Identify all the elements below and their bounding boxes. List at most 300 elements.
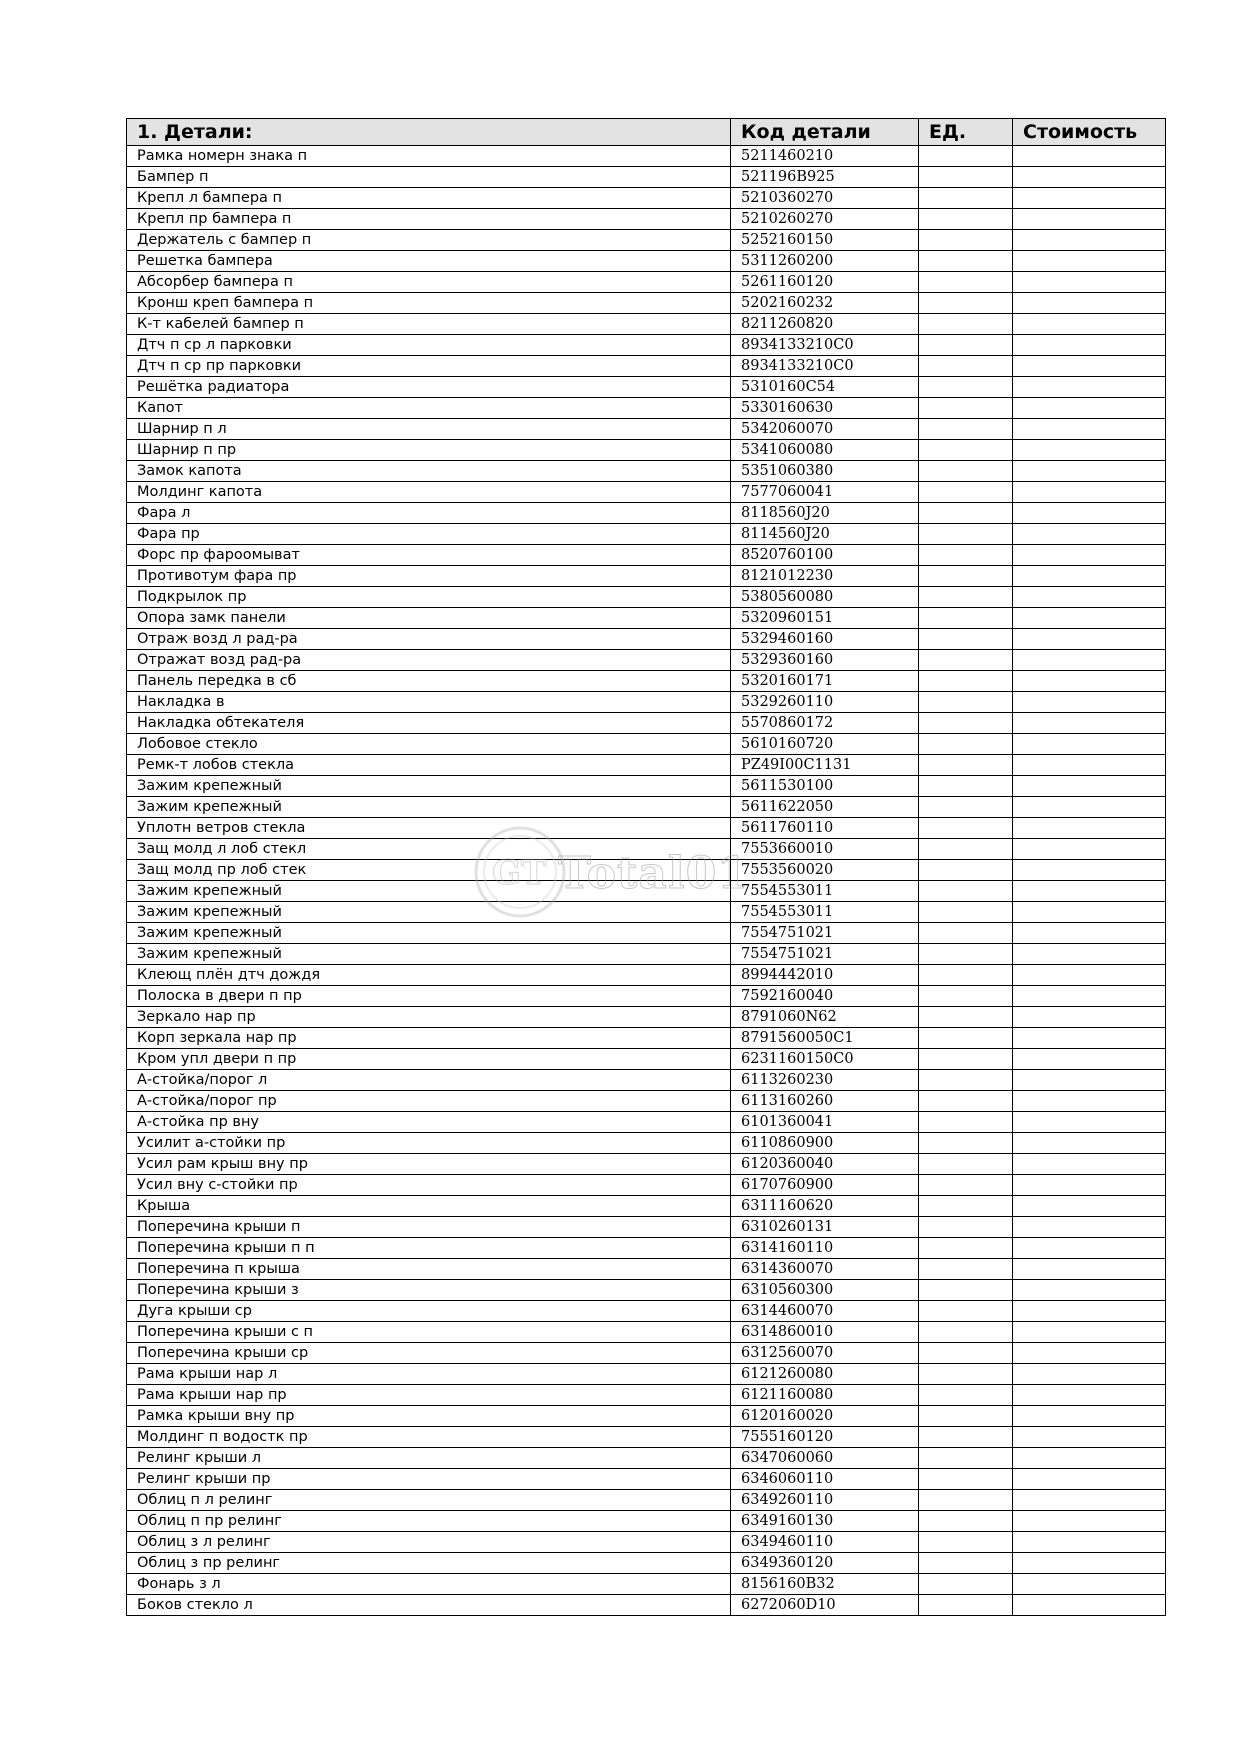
part-code-cell: 5261160120 xyxy=(731,272,919,293)
cost-cell xyxy=(1013,797,1166,818)
table-row xyxy=(127,461,1166,482)
part-name-cell: Фара пр xyxy=(127,524,731,545)
part-code-cell: 6314360070 xyxy=(731,1259,919,1280)
part-code-cell: 7554751021 xyxy=(731,923,919,944)
unit-cell xyxy=(919,503,1013,524)
part-code-cell: 8114560J20 xyxy=(731,524,919,545)
unit-cell xyxy=(919,839,1013,860)
part-name-cell: Зеркало нар пр xyxy=(127,1007,731,1028)
unit-cell xyxy=(919,335,1013,356)
table-row xyxy=(127,1280,1166,1301)
part-name-cell: Поперечина крыши п xyxy=(127,1217,731,1238)
cost-cell xyxy=(1013,986,1166,1007)
part-name-cell: Зажим крепежный xyxy=(127,776,731,797)
unit-cell xyxy=(919,1343,1013,1364)
part-name-cell: А-стойка/порог пр xyxy=(127,1091,731,1112)
part-code-cell: 5210260270 xyxy=(731,209,919,230)
part-name-cell: Дтч п ср пр парковки xyxy=(127,356,731,377)
cost-cell xyxy=(1013,167,1166,188)
part-code-cell: 6170760900 xyxy=(731,1175,919,1196)
part-name-cell: Поперечина крыши з xyxy=(127,1280,731,1301)
table-row xyxy=(127,923,1166,944)
cost-cell xyxy=(1013,1070,1166,1091)
cost-cell xyxy=(1013,524,1166,545)
part-code-cell: 6101360041 xyxy=(731,1112,919,1133)
unit-cell xyxy=(919,1112,1013,1133)
part-name-cell: Дтч п ср л парковки xyxy=(127,335,731,356)
cost-cell xyxy=(1013,335,1166,356)
table-row xyxy=(127,797,1166,818)
unit-cell xyxy=(919,944,1013,965)
cost-cell xyxy=(1013,419,1166,440)
cost-cell xyxy=(1013,881,1166,902)
part-code-cell: 5330160630 xyxy=(731,398,919,419)
unit-cell xyxy=(919,902,1013,923)
part-name-cell: Дуга крыши ср xyxy=(127,1301,731,1322)
part-name-cell: Крыша xyxy=(127,1196,731,1217)
table-row xyxy=(127,818,1166,839)
svg-text:GT: GT xyxy=(492,853,547,893)
unit-cell xyxy=(919,1469,1013,1490)
part-code-cell: 6311160620 xyxy=(731,1196,919,1217)
table-row xyxy=(127,251,1166,272)
unit-cell xyxy=(919,797,1013,818)
table-row xyxy=(127,1322,1166,1343)
part-name-cell: Облиц п л релинг xyxy=(127,1490,731,1511)
part-name-cell: Рамка крыши вну пр xyxy=(127,1406,731,1427)
header-parts: 1. Детали: xyxy=(127,119,731,146)
part-code-cell: 6121160080 xyxy=(731,1385,919,1406)
unit-cell xyxy=(919,860,1013,881)
unit-cell xyxy=(919,1532,1013,1553)
part-name-cell: Отражат возд рад-ра xyxy=(127,650,731,671)
cost-cell xyxy=(1013,1511,1166,1532)
table-row xyxy=(127,545,1166,566)
part-code-cell: 7554553011 xyxy=(731,881,919,902)
table-row xyxy=(127,167,1166,188)
cost-cell xyxy=(1013,608,1166,629)
part-name-cell: Поперечина п крыша xyxy=(127,1259,731,1280)
unit-cell xyxy=(919,986,1013,1007)
cost-cell xyxy=(1013,671,1166,692)
unit-cell xyxy=(919,293,1013,314)
unit-cell xyxy=(919,167,1013,188)
part-name-cell: Противотум фара пр xyxy=(127,566,731,587)
unit-cell xyxy=(919,587,1013,608)
part-code-cell: 8211260820 xyxy=(731,314,919,335)
part-name-cell: Облиц з пр релинг xyxy=(127,1553,731,1574)
part-name-cell: Форс пр фароомыват xyxy=(127,545,731,566)
table-row xyxy=(127,1196,1166,1217)
cost-cell xyxy=(1013,1091,1166,1112)
cost-cell xyxy=(1013,839,1166,860)
unit-cell xyxy=(919,1091,1013,1112)
part-code-cell: 5342060070 xyxy=(731,419,919,440)
part-code-cell: 5611530100 xyxy=(731,776,919,797)
unit-cell xyxy=(919,1574,1013,1595)
part-code-cell: 8791060N62 xyxy=(731,1007,919,1028)
part-code-cell: 6347060060 xyxy=(731,1448,919,1469)
cost-cell xyxy=(1013,818,1166,839)
table-row xyxy=(127,272,1166,293)
unit-cell xyxy=(919,230,1013,251)
part-code-cell: 6113160260 xyxy=(731,1091,919,1112)
part-code-cell: 5210360270 xyxy=(731,188,919,209)
part-name-cell: Рама крыши нар пр xyxy=(127,1385,731,1406)
table-row xyxy=(127,944,1166,965)
table-row xyxy=(127,1427,1166,1448)
unit-cell xyxy=(919,356,1013,377)
unit-cell xyxy=(919,1595,1013,1616)
cost-cell xyxy=(1013,209,1166,230)
table-row xyxy=(127,1238,1166,1259)
part-name-cell: Зажим крепежный xyxy=(127,944,731,965)
part-code-cell: 6349260110 xyxy=(731,1490,919,1511)
unit-cell xyxy=(919,1280,1013,1301)
table-row xyxy=(127,671,1166,692)
table-row xyxy=(127,692,1166,713)
table-row xyxy=(127,419,1166,440)
header-row xyxy=(127,119,1166,146)
cost-cell xyxy=(1013,1532,1166,1553)
cost-cell xyxy=(1013,1175,1166,1196)
cost-cell xyxy=(1013,902,1166,923)
part-code-cell: 5310160C54 xyxy=(731,377,919,398)
cost-cell xyxy=(1013,1301,1166,1322)
part-name-cell: Абсорбер бампера п xyxy=(127,272,731,293)
cost-cell xyxy=(1013,1469,1166,1490)
part-name-cell: Накладка в xyxy=(127,692,731,713)
part-code-cell: 6310560300 xyxy=(731,1280,919,1301)
part-name-cell: Релинг крыши л xyxy=(127,1448,731,1469)
unit-cell xyxy=(919,1070,1013,1091)
part-name-cell: Шарнир п л xyxy=(127,419,731,440)
part-code-cell: 6110860900 xyxy=(731,1133,919,1154)
part-name-cell: Держатель с бампер п xyxy=(127,230,731,251)
table-row xyxy=(127,776,1166,797)
cost-cell xyxy=(1013,482,1166,503)
table-row xyxy=(127,1490,1166,1511)
unit-cell xyxy=(919,1196,1013,1217)
table-row xyxy=(127,293,1166,314)
unit-cell xyxy=(919,419,1013,440)
unit-cell xyxy=(919,1427,1013,1448)
table-row xyxy=(127,1175,1166,1196)
part-code-cell: 6272060D10 xyxy=(731,1595,919,1616)
part-name-cell: Молдинг капота xyxy=(127,482,731,503)
cost-cell xyxy=(1013,965,1166,986)
table-row xyxy=(127,314,1166,335)
unit-cell xyxy=(919,1175,1013,1196)
part-code-cell: 5351060380 xyxy=(731,461,919,482)
table-row xyxy=(127,188,1166,209)
part-code-cell: 8994442010 xyxy=(731,965,919,986)
table-row xyxy=(127,524,1166,545)
table-row xyxy=(127,230,1166,251)
cost-cell xyxy=(1013,587,1166,608)
part-code-cell: 8156160B32 xyxy=(731,1574,919,1595)
table-row xyxy=(127,1028,1166,1049)
table-row xyxy=(127,1595,1166,1616)
part-name-cell: Панель передка в сб xyxy=(127,671,731,692)
part-code-cell: 6310260131 xyxy=(731,1217,919,1238)
unit-cell xyxy=(919,755,1013,776)
part-code-cell: 5570860172 xyxy=(731,713,919,734)
table-row xyxy=(127,1070,1166,1091)
part-name-cell: Зажим крепежный xyxy=(127,923,731,944)
table-row xyxy=(127,1301,1166,1322)
cost-cell xyxy=(1013,692,1166,713)
unit-cell xyxy=(919,713,1013,734)
part-name-cell: Лобовое стекло xyxy=(127,734,731,755)
table-row xyxy=(127,1091,1166,1112)
part-code-cell: 5311260200 xyxy=(731,251,919,272)
cost-cell xyxy=(1013,734,1166,755)
table-row xyxy=(127,650,1166,671)
part-code-cell: 5211460210 xyxy=(731,146,919,167)
unit-cell xyxy=(919,629,1013,650)
part-code-cell: 6349360120 xyxy=(731,1553,919,1574)
part-code-cell: 7577060041 xyxy=(731,482,919,503)
unit-cell xyxy=(919,1028,1013,1049)
part-name-cell: Усил вну с-стойки пр xyxy=(127,1175,731,1196)
part-name-cell: Поперечина крыши с п xyxy=(127,1322,731,1343)
part-name-cell: Уплотн ветров стекла xyxy=(127,818,731,839)
parts-table xyxy=(126,118,1166,1616)
cost-cell xyxy=(1013,251,1166,272)
part-name-cell: Крепл л бампера п xyxy=(127,188,731,209)
cost-cell xyxy=(1013,1574,1166,1595)
part-name-cell: Релинг крыши пр xyxy=(127,1469,731,1490)
part-name-cell: Бампер п xyxy=(127,167,731,188)
unit-cell xyxy=(919,398,1013,419)
cost-cell xyxy=(1013,944,1166,965)
unit-cell xyxy=(919,671,1013,692)
part-name-cell: Зажим крепежный xyxy=(127,881,731,902)
unit-cell xyxy=(919,608,1013,629)
table-row xyxy=(127,1343,1166,1364)
table-row xyxy=(127,566,1166,587)
part-code-cell: 6314860010 xyxy=(731,1322,919,1343)
part-name-cell: Облиц п пр релинг xyxy=(127,1511,731,1532)
part-code-cell: 5610160720 xyxy=(731,734,919,755)
cost-cell xyxy=(1013,272,1166,293)
part-name-cell: Поперечина крыши п п xyxy=(127,1238,731,1259)
table-row xyxy=(127,377,1166,398)
unit-cell xyxy=(919,1553,1013,1574)
part-name-cell: Усилит а-стойки пр xyxy=(127,1133,731,1154)
table-row xyxy=(127,1511,1166,1532)
unit-cell xyxy=(919,1217,1013,1238)
table-row xyxy=(127,902,1166,923)
part-name-cell: Кронш креп бампера п xyxy=(127,293,731,314)
unit-cell xyxy=(919,1049,1013,1070)
table-row xyxy=(127,1385,1166,1406)
part-code-cell: 5611622050 xyxy=(731,797,919,818)
part-name-cell: Фара л xyxy=(127,503,731,524)
part-code-cell: 7555160120 xyxy=(731,1427,919,1448)
unit-cell xyxy=(919,251,1013,272)
part-code-cell: 5611760110 xyxy=(731,818,919,839)
part-code-cell: 8934133210C0 xyxy=(731,335,919,356)
parts-sheet xyxy=(126,118,1165,1616)
table-row xyxy=(127,1217,1166,1238)
cost-cell xyxy=(1013,1343,1166,1364)
part-code-cell: 8791560050C1 xyxy=(731,1028,919,1049)
table-row xyxy=(127,356,1166,377)
unit-cell xyxy=(919,923,1013,944)
cost-cell xyxy=(1013,1280,1166,1301)
parts-table-body xyxy=(127,146,1166,1616)
part-name-cell: К-т кабелей бампер п xyxy=(127,314,731,335)
table-row xyxy=(127,1133,1166,1154)
part-name-cell: Опора замк панели xyxy=(127,608,731,629)
part-code-cell: 521196B925 xyxy=(731,167,919,188)
unit-cell xyxy=(919,1259,1013,1280)
unit-cell xyxy=(919,440,1013,461)
cost-cell xyxy=(1013,1322,1166,1343)
table-row xyxy=(127,1469,1166,1490)
part-name-cell: Фонарь з л xyxy=(127,1574,731,1595)
cost-cell xyxy=(1013,776,1166,797)
table-row xyxy=(127,608,1166,629)
table-row xyxy=(127,1406,1166,1427)
part-name-cell: Поперечина крыши ср xyxy=(127,1343,731,1364)
header-unit: ЕД. xyxy=(919,119,1013,146)
cost-cell xyxy=(1013,440,1166,461)
part-name-cell: Кром упл двери п пр xyxy=(127,1049,731,1070)
part-name-cell: Замок капота xyxy=(127,461,731,482)
part-name-cell: Полоска в двери п пр xyxy=(127,986,731,1007)
unit-cell xyxy=(919,881,1013,902)
part-name-cell: Накладка обтекателя xyxy=(127,713,731,734)
part-code-cell: 8118560J20 xyxy=(731,503,919,524)
cost-cell xyxy=(1013,1217,1166,1238)
unit-cell xyxy=(919,461,1013,482)
part-code-cell: 7554553011 xyxy=(731,902,919,923)
table-row xyxy=(127,629,1166,650)
table-row xyxy=(127,1364,1166,1385)
table-row xyxy=(127,965,1166,986)
unit-cell xyxy=(919,818,1013,839)
part-code-cell: 5202160232 xyxy=(731,293,919,314)
table-row xyxy=(127,1112,1166,1133)
table-row xyxy=(127,986,1166,1007)
cost-cell xyxy=(1013,461,1166,482)
unit-cell xyxy=(919,1007,1013,1028)
cost-cell xyxy=(1013,545,1166,566)
cost-cell xyxy=(1013,1553,1166,1574)
part-code-cell: 5320960151 xyxy=(731,608,919,629)
table-row xyxy=(127,1532,1166,1553)
cost-cell xyxy=(1013,1196,1166,1217)
cost-cell xyxy=(1013,1448,1166,1469)
unit-cell xyxy=(919,1301,1013,1322)
cost-cell xyxy=(1013,1154,1166,1175)
part-code-cell: 5329460160 xyxy=(731,629,919,650)
unit-cell xyxy=(919,692,1013,713)
part-code-cell: PZ49I00C1131 xyxy=(731,755,919,776)
unit-cell xyxy=(919,314,1013,335)
cost-cell xyxy=(1013,314,1166,335)
part-name-cell: Решётка радиатора xyxy=(127,377,731,398)
part-name-cell: Облиц з л релинг xyxy=(127,1532,731,1553)
part-code-cell: 7554751021 xyxy=(731,944,919,965)
cost-cell xyxy=(1013,503,1166,524)
unit-cell xyxy=(919,146,1013,167)
header-part-code: Код детали xyxy=(731,119,919,146)
header-cost: Стоимость xyxy=(1013,119,1166,146)
unit-cell xyxy=(919,734,1013,755)
table-row xyxy=(127,860,1166,881)
part-name-cell: А-стойка пр вну xyxy=(127,1112,731,1133)
part-code-cell: 8520760100 xyxy=(731,545,919,566)
unit-cell xyxy=(919,482,1013,503)
cost-cell xyxy=(1013,923,1166,944)
cost-cell xyxy=(1013,566,1166,587)
part-code-cell: 6312560070 xyxy=(731,1343,919,1364)
part-name-cell: Усил рам крыш вну пр xyxy=(127,1154,731,1175)
unit-cell xyxy=(919,965,1013,986)
part-code-cell: 6349160130 xyxy=(731,1511,919,1532)
unit-cell xyxy=(919,1133,1013,1154)
cost-cell xyxy=(1013,1238,1166,1259)
part-code-cell: 5252160150 xyxy=(731,230,919,251)
unit-cell xyxy=(919,1448,1013,1469)
part-code-cell: 7592160040 xyxy=(731,986,919,1007)
part-code-cell: 6121260080 xyxy=(731,1364,919,1385)
part-code-cell: 5341060080 xyxy=(731,440,919,461)
part-code-cell: 6349460110 xyxy=(731,1532,919,1553)
part-code-cell: 5320160171 xyxy=(731,671,919,692)
unit-cell xyxy=(919,566,1013,587)
table-row xyxy=(127,839,1166,860)
cost-cell xyxy=(1013,146,1166,167)
table-row xyxy=(127,1574,1166,1595)
unit-cell xyxy=(919,1364,1013,1385)
cost-cell xyxy=(1013,860,1166,881)
unit-cell xyxy=(919,1511,1013,1532)
table-row xyxy=(127,146,1166,167)
cost-cell xyxy=(1013,398,1166,419)
unit-cell xyxy=(919,1238,1013,1259)
part-name-cell: Решетка бампера xyxy=(127,251,731,272)
unit-cell xyxy=(919,188,1013,209)
cost-cell xyxy=(1013,377,1166,398)
part-code-cell: 8121012230 xyxy=(731,566,919,587)
table-row xyxy=(127,440,1166,461)
table-row xyxy=(127,1007,1166,1028)
unit-cell xyxy=(919,377,1013,398)
table-row xyxy=(127,503,1166,524)
part-name-cell: Ремк-т лобов стекла xyxy=(127,755,731,776)
cost-cell xyxy=(1013,1364,1166,1385)
part-code-cell: 7553660010 xyxy=(731,839,919,860)
unit-cell xyxy=(919,1385,1013,1406)
cost-cell xyxy=(1013,1112,1166,1133)
cost-cell xyxy=(1013,1259,1166,1280)
part-name-cell: Клеющ плён дтч дождя xyxy=(127,965,731,986)
cost-cell xyxy=(1013,1049,1166,1070)
cost-cell xyxy=(1013,629,1166,650)
part-code-cell: 6113260230 xyxy=(731,1070,919,1091)
unit-cell xyxy=(919,1490,1013,1511)
table-row xyxy=(127,755,1166,776)
cost-cell xyxy=(1013,1490,1166,1511)
table-row xyxy=(127,1154,1166,1175)
cost-cell xyxy=(1013,356,1166,377)
table-row xyxy=(127,1553,1166,1574)
